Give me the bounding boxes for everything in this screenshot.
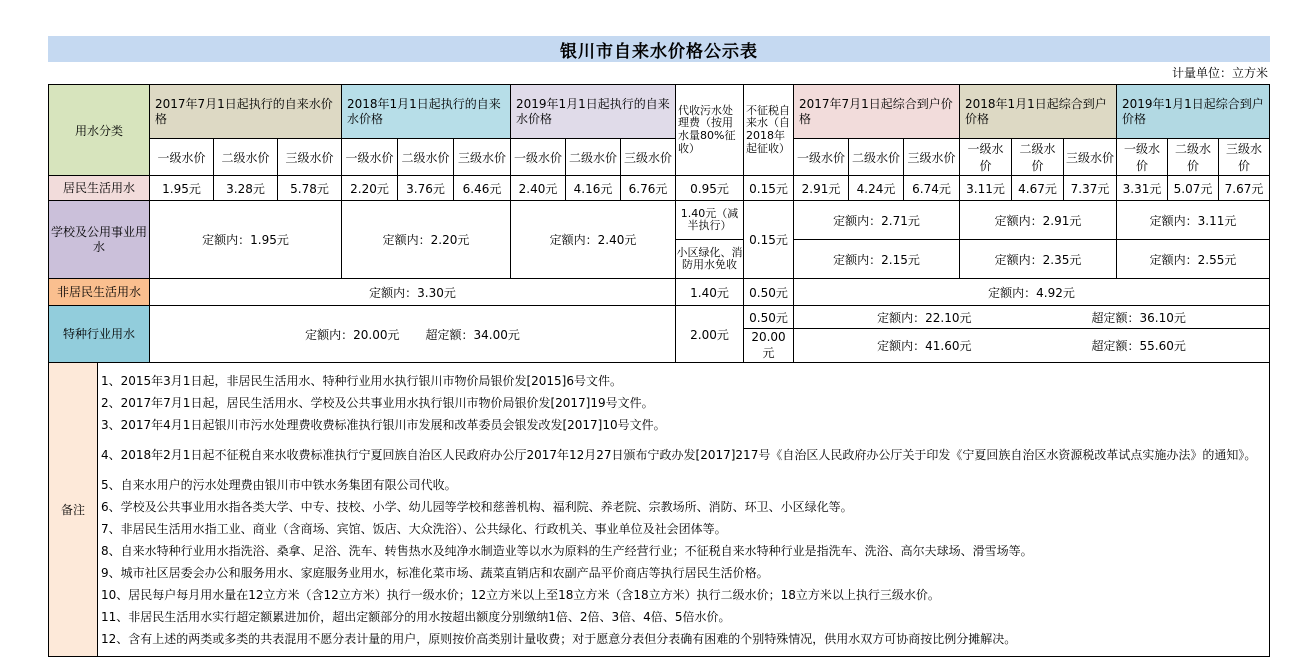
quota-over-pair [796,337,1267,354]
price-cell: 定额内：2.71元 [794,201,960,240]
col-header-tier: 一级水价 [1117,139,1168,176]
note-item: 12、含有上述的两类或多类的共表混用不愿分表计量的用户，原则按价高类别计量收费；对于愿意分表但分表确有困难的个别特殊情况，供用水双方可协商按比例分摊解决。 [101,632,1017,646]
quota-over-pair [796,309,1267,326]
col-group-exec-2018: 2018年1月1日起执行的自来水价格 [342,85,511,139]
price-cell: 2.00元 [676,306,744,363]
price-cell: 定额内：3.30元 [150,279,676,306]
col-header-tier: 二级水价 [214,139,278,176]
col-header-tier: 三级水价 [904,139,960,176]
price-cell: 3.31元 [1117,176,1168,201]
col-group-combined-2019: 2019年1月1日起综合到户价格 [1117,85,1270,139]
price-cell: 2.40元 [511,176,566,201]
header-tier-row [49,139,1270,176]
notes-section [48,362,1270,657]
price-cell: 4.24元 [849,176,904,201]
row-non-residential [49,279,1270,306]
water-price-table [48,84,1270,363]
unit-note: 计量单位：立方米 [1171,66,1268,80]
col-header-untaxed-water: 不征税自来水（自2018年起征收） [744,85,794,176]
col-group-exec-2019: 2019年1月1日起执行的自来水价格 [511,85,676,139]
page [48,36,1270,657]
notes-label: 备注 [49,363,98,656]
col-header-tier: 一级水价 [960,139,1012,176]
price-cell: 小区绿化、消防用水免收 [676,240,744,279]
notes-body [98,363,1269,656]
price-cell: 5.78元 [278,176,342,201]
price-cell: 0.15元 [744,201,794,279]
price-cell: 6.74元 [904,176,960,201]
col-group-combined-2017: 2017年7月1日起综合到户价格 [794,85,960,139]
over-quota-price: 超定额：34.00元 [425,327,520,342]
col-header-tier: 二级水价 [398,139,454,176]
row-label-residential: 居民生活用水 [49,176,150,201]
price-cell: 2.20元 [342,176,398,201]
price-cell: 1.95元 [150,176,214,201]
price-cell: 1.40元 [676,279,744,306]
price-cell: 0.15元 [744,176,794,201]
price-cell: 定额内：2.20元 [342,201,511,279]
price-cell [794,329,1270,363]
price-cell: 1.40元（减半执行） [676,201,744,240]
price-cell: 定额内：2.35元 [960,240,1117,279]
col-header-tier: 三级水价 [454,139,511,176]
price-cell: 20.00元 [744,329,794,363]
price-cell: 定额内：2.15元 [794,240,960,279]
price-cell: 4.67元 [1012,176,1064,201]
note-item: 7、非居民生活用水指工业、商业（含商场、宾馆、饭店、大众洗浴）、公共绿化、行政机关、事业单位及社会团体等。 [101,522,727,536]
row-label-special-industry: 特种行业用水 [49,306,150,363]
col-header-tier: 二级水价 [566,139,621,176]
price-cell [794,306,1270,329]
note-item: 1、2015年3月1日起，非居民生活用水、特种行业用水执行银川市物价局银价发[2015]6号文件。 [101,374,622,388]
price-cell: 2.91元 [794,176,849,201]
note-item: 8、自来水特种行业用水指洗浴、桑拿、足浴、洗车、转售热水及纯净水制造业等以水为原料的生产经营行业；不征税自来水特种行业是指洗车、洗浴、高尔夫球场、滑雪场等。 [101,544,1033,558]
price-cell: 3.11元 [960,176,1012,201]
price-cell: 定额内：1.95元 [150,201,342,279]
price-cell: 7.37元 [1064,176,1117,201]
col-header-category: 用水分类 [49,85,150,176]
page-title: 银川市自来水价格公示表 [560,41,758,62]
row-special-industry [49,306,1270,329]
row-label-school-public: 学校及公用事业用水 [49,201,150,279]
over-quota-price: 超定额：55.60元 [1091,339,1186,353]
over-quota-price: 超定额：36.10元 [1091,310,1186,325]
note-item: 4、2018年2月1日起不征税自来水收费标准执行宁夏回族自治区人民政府办公厅2017年12月27日颁布宁政办发[2017]217号《自治区人民政府办公厅关于印发《宁夏回族自治区水资源税改革试点实施办法》的通知》。 [101,448,1257,462]
price-cell: 5.07元 [1168,176,1219,201]
col-header-tier: 三级水价 [1064,139,1117,176]
col-header-tier: 三级水价 [278,139,342,176]
price-cell: 0.95元 [676,176,744,201]
note-item: 2、2017年7月1日起，居民生活用水、学校及公共事业用水执行银川市物价局银价发[2017]19号文件。 [101,396,654,410]
price-cell: 定额内：2.40元 [511,201,676,279]
col-group-exec-2017: 2017年7月1日起执行的自来水价格 [150,85,342,139]
quota-over-pair [152,326,673,343]
row-residential [49,176,1270,201]
price-cell: 3.28元 [214,176,278,201]
row-school-public [49,201,1270,240]
note-item: 5、自来水用户的污水处理费由银川市中铁水务集团有限公司代收。 [101,478,457,492]
col-header-tier: 三级水价 [1219,139,1270,176]
price-cell: 6.46元 [454,176,511,201]
title-bar [48,36,1270,62]
price-cell: 7.67元 [1219,176,1270,201]
col-header-tier: 一级水价 [794,139,849,176]
note-item: 6、学校及公共事业用水指各类大学、中专、技校、小学、幼儿园等学校和慈善机构、福利院、养老院、宗教场所、消防、环卫、小区绿化等。 [101,500,853,514]
price-cell: 定额内：2.91元 [960,201,1117,240]
quota-price: 定额内：20.00元 [305,327,400,342]
note-item: 3、2017年4月1日起银川市污水处理费收费标准执行银川市发展和改革委员会银发改发[2017]10号文件。 [101,418,666,432]
col-header-tier: 二级水价 [1012,139,1064,176]
col-header-tier: 三级水价 [621,139,676,176]
col-header-tier: 二级水价 [1168,139,1219,176]
price-cell [150,306,676,363]
price-cell: 3.76元 [398,176,454,201]
price-cell: 定额内：3.11元 [1117,201,1270,240]
col-header-sewage-fee: 代收污水处理费（按用水量80%征收） [676,85,744,176]
col-header-tier: 一级水价 [150,139,214,176]
price-cell: 0.50元 [744,279,794,306]
price-cell: 定额内：4.92元 [794,279,1270,306]
note-item: 11、非居民生活用水实行超定额累进加价，超出定额部分的用水按超出额度分别缴纳1倍、2倍、3倍、4倍、5倍水价。 [101,610,731,624]
col-header-tier: 一级水价 [511,139,566,176]
price-cell: 定额内：2.55元 [1117,240,1270,279]
price-cell: 4.16元 [566,176,621,201]
price-cell: 0.50元 [744,306,794,329]
price-cell: 6.76元 [621,176,676,201]
note-item: 9、城市社区居委会办公和服务用水、家庭服务业用水，标准化菜市场、蔬菜直销店和农副产品平价商店等执行居民生活价格。 [101,566,769,580]
row-label-non-residential: 非居民生活用水 [49,279,150,306]
col-header-tier: 一级水价 [342,139,398,176]
col-header-tier: 二级水价 [849,139,904,176]
quota-price: 定额内：22.10元 [877,310,972,325]
header-group-row [49,85,1270,139]
quota-price: 定额内：41.60元 [877,339,972,353]
note-item: 10、居民每户每月用水量在12立方米（含12立方米）执行一级水价；12立方米以上至18立方米（含18立方米）执行二级水价；18立方米以上执行三级水价。 [101,588,940,602]
col-group-combined-2018: 2018年1月1日起综合到户价格 [960,85,1117,139]
